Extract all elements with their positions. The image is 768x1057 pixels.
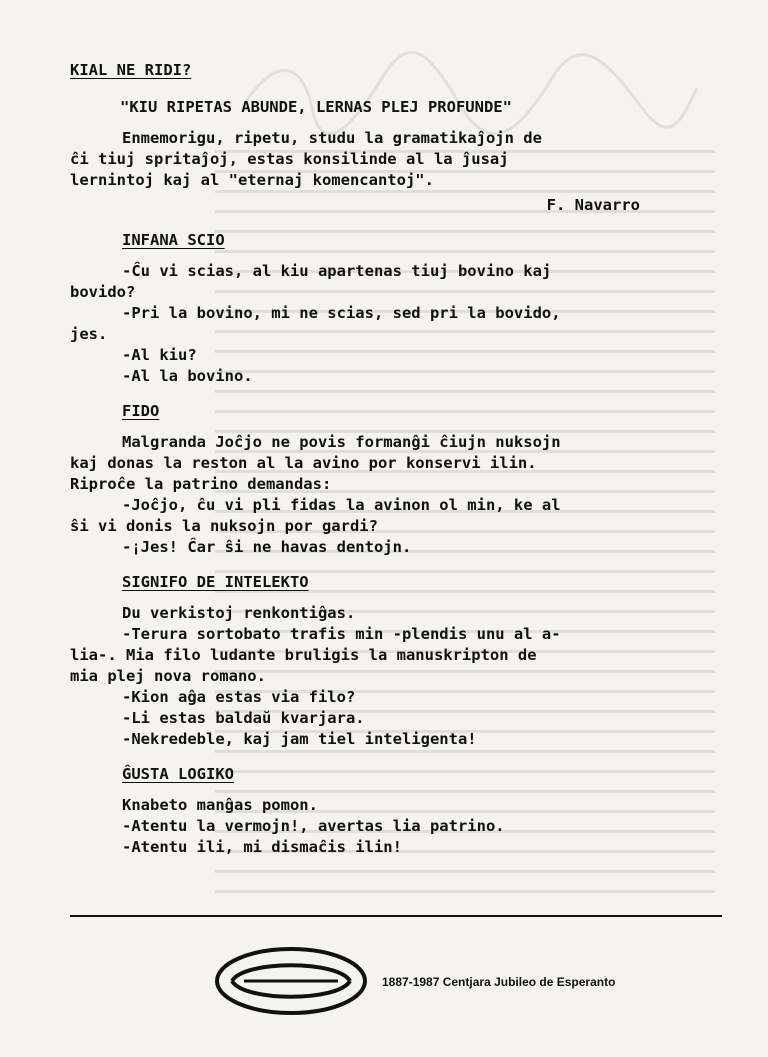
section-heading: KIAL NE RIDI?: [70, 61, 192, 79]
text-line: -Atentu ili, mi dismaĉis ilin!: [122, 838, 402, 856]
author-signature: F. Navarro: [546, 196, 640, 214]
jokes-content: [70, 60, 730, 858]
footer-caption: 1887-1987 Centjara Jubileo de Esperanto: [382, 975, 616, 989]
text-line: kaj donas la reston al la avino por konservi ilin.: [70, 454, 537, 472]
jubileo-ellipse-logo-icon: [214, 946, 368, 1016]
text-line: -Nekredeble, kaj jam tiel inteligenta!: [122, 730, 477, 748]
text-line: -Terura sortobato trafis min -plendis unu al a-: [122, 625, 561, 643]
text-line: ĉi tiuj spritaĵoj, estas konsilinde al la ĵusaj: [70, 150, 509, 168]
section-heading: ĜUSTA LOGIKO: [122, 765, 234, 783]
section-heading: FIDO: [122, 402, 160, 420]
text-line: ŝi vi donis la nuksojn por gardi?: [70, 517, 378, 535]
text-line: Malgranda Joĉjo ne povis formanĝi ĉiujn nuksojn: [122, 433, 561, 451]
text-line: Riproĉe la patrino demandas:: [70, 475, 332, 493]
text-line: Knabeto manĝas pomon.: [122, 796, 318, 814]
section-infana-scio: [70, 230, 730, 387]
text-line: -Ĉu vi scias, al kiu apartenas tiuj bovino kaj: [122, 262, 552, 280]
section-signifo-de-intelekto: [70, 572, 730, 750]
text-line: -Joĉjo, ĉu vi pli fidas la avinon ol min, ke al: [122, 496, 561, 514]
text-line: -Li estas baldaŭ kvarjara.: [122, 709, 365, 727]
text-line: -Al la bovino.: [122, 367, 253, 385]
section-kial-ne-ridi: [70, 60, 730, 216]
text-line: -Al kiu?: [122, 346, 197, 364]
text-line: jes.: [70, 325, 108, 343]
text-line: mia plej nova romano.: [70, 667, 266, 685]
section-quote: "KIU RIPETAS ABUNDE, LERNAS PLEJ PROFUNDE": [120, 98, 512, 116]
text-line: lernintoj kaj al "eternaj komencantoj".: [70, 171, 434, 189]
section-heading: INFANA SCIO: [122, 231, 225, 249]
section-heading: SIGNIFO DE INTELEKTO: [122, 573, 309, 591]
text-line: -Pri la bovino, mi ne scias, sed pri la bovido,: [122, 304, 561, 322]
text-line: lia-. Mia filo ludante bruligis la manuskripton de: [70, 646, 537, 664]
text-line: Du verkistoj renkontiĝas.: [122, 604, 356, 622]
text-line: Enmemorigu, ripetu, studu la gramatikaĵojn de: [122, 129, 542, 147]
text-line: -Atentu la vermojn!, avertas lia patrino.: [122, 817, 505, 835]
text-line: -Kion aĝa estas via filo?: [122, 688, 356, 706]
section-fido: [70, 401, 730, 558]
text-line: bovido?: [70, 283, 136, 301]
text-line: -¡Jes! Ĉar ŝi ne havas dentojn.: [122, 538, 412, 556]
horizontal-rule: [70, 915, 722, 917]
section-gusta-logiko: [70, 764, 730, 858]
